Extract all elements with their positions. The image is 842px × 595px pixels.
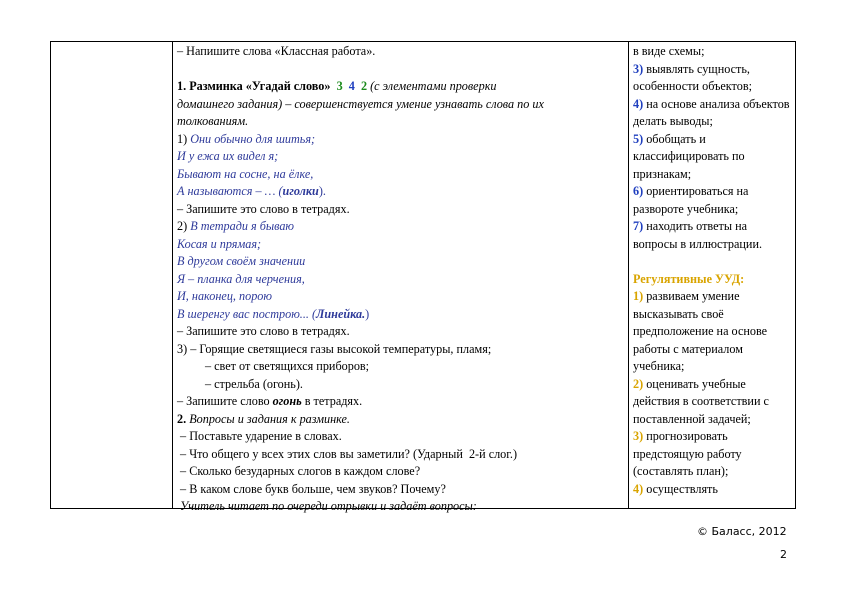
riddle-1-line-2: И у ежа их видел я; <box>177 149 279 163</box>
warmup-description: домашнего задания) – совершенствуется умение узнавать слова по их <box>177 96 544 111</box>
uud-line: развороте учебника; <box>633 201 739 216</box>
reg-line: высказывать своё <box>633 306 724 321</box>
uud-item-6: 6) ориентироваться на <box>633 184 749 198</box>
reg-line: действия в соответствии с <box>633 394 769 408</box>
question-4: – В каком слове букв больше, чем звуков? Почему? <box>177 481 446 496</box>
column-divider-1 <box>172 41 173 509</box>
reg-line: работы с материалом <box>633 341 743 356</box>
marker-3: 3 <box>336 79 343 93</box>
write-word-instruction-1: – Запишите это слово в тетрадях. <box>177 201 350 216</box>
write-word-instruction-3: – Запишите слово огонь в тетрадях. <box>177 394 363 408</box>
table-right-border <box>795 41 796 509</box>
riddle-3-line-2: – свет от светящихся приборов; <box>205 359 370 373</box>
uud-line: в виде схемы; <box>633 44 705 58</box>
column-divider-2 <box>628 41 629 509</box>
reg-item-1: 1) развиваем умение <box>633 289 740 303</box>
question-1: – Поставьте ударение в словах. <box>177 429 342 443</box>
riddle-1-line-4: А называются – … (иголки). <box>177 184 326 198</box>
reg-line: (составлять план); <box>633 464 729 478</box>
uud-item-5: 5) обобщать и <box>633 131 706 146</box>
riddle-3-line-1: 3) – Горящие светящиеся газы высокой температуры, пламя; <box>177 341 492 356</box>
uud-item-3: 3) выявлять сущность, <box>633 61 750 76</box>
riddle-2-line-4: Я – планка для черчения, <box>177 271 305 286</box>
regulatory-uud-heading: Регулятивные УУД: <box>633 271 745 286</box>
uud-line: вопросы в иллюстрации. <box>633 236 763 251</box>
riddle-2-line-6: В шеренгу вас построю... (Линейка.) <box>177 306 370 321</box>
instruction-line: – Напишите слова «Классная работа». <box>177 44 376 58</box>
warmup-heading: 1. Разминка «Угадай слово» 3 4 2 (с элементами проверки <box>177 79 497 93</box>
reg-line: учебника; <box>633 359 685 373</box>
uud-cell <box>633 43 793 498</box>
uud-line: особенности объектов; <box>633 79 752 93</box>
page-number: 2 <box>780 548 787 561</box>
question-3: – Сколько безударных слогов в каждом слове? <box>177 464 421 478</box>
question-2: – Что общего у всех этих слов вы заметили? (Ударный 2-й слог.) <box>177 446 518 461</box>
marker-4: 4 <box>348 79 355 93</box>
reg-item-3: 3) прогнозировать <box>633 429 728 443</box>
reg-line: предстоящую работу <box>633 446 742 461</box>
reg-line: поставленной задачей; <box>633 411 751 426</box>
uud-item-7: 7) находить ответы на <box>633 219 748 233</box>
reg-line: предположение на основе <box>633 324 768 338</box>
table-top-border <box>50 41 795 42</box>
reg-item-2: 2) оценивать учебные <box>633 376 746 391</box>
riddle-1-line-1: 1) Они обычно для шитья; <box>177 131 316 146</box>
teacher-note: Учитель читает по очереди отрывки и задаёт вопросы: <box>177 499 477 513</box>
riddle-1-line-3: Бывают на сосне, на ёлке, <box>177 166 314 181</box>
table-left-border <box>50 41 51 509</box>
uud-line: классифицировать по <box>633 149 745 163</box>
riddle-2-line-2: Косая и прямая; <box>177 236 262 251</box>
riddle-2-line-1: 2) В тетради я бываю <box>177 219 295 233</box>
marker-2: 2 <box>360 79 368 93</box>
reg-item-4: 4) осуществлять <box>633 481 718 496</box>
riddle-2-line-3: В другом своём значении <box>177 254 306 268</box>
uud-line: признакам; <box>633 166 692 181</box>
riddle-2-line-5: И, наконец, порою <box>177 289 272 303</box>
copyright-footer: © Баласс, 2012 <box>697 525 787 538</box>
lesson-content-cell <box>177 43 617 516</box>
write-word-instruction-2: – Запишите это слово в тетрадях. <box>177 324 350 338</box>
questions-heading: 2. Вопросы и задания к разминке. <box>177 411 350 426</box>
riddle-3-line-3: – стрельба (огонь). <box>205 376 303 391</box>
uud-item-4: 4) на основе анализа объектов <box>633 96 790 111</box>
warmup-description-end: толкованиям. <box>177 114 249 128</box>
uud-line: делать выводы; <box>633 114 713 128</box>
